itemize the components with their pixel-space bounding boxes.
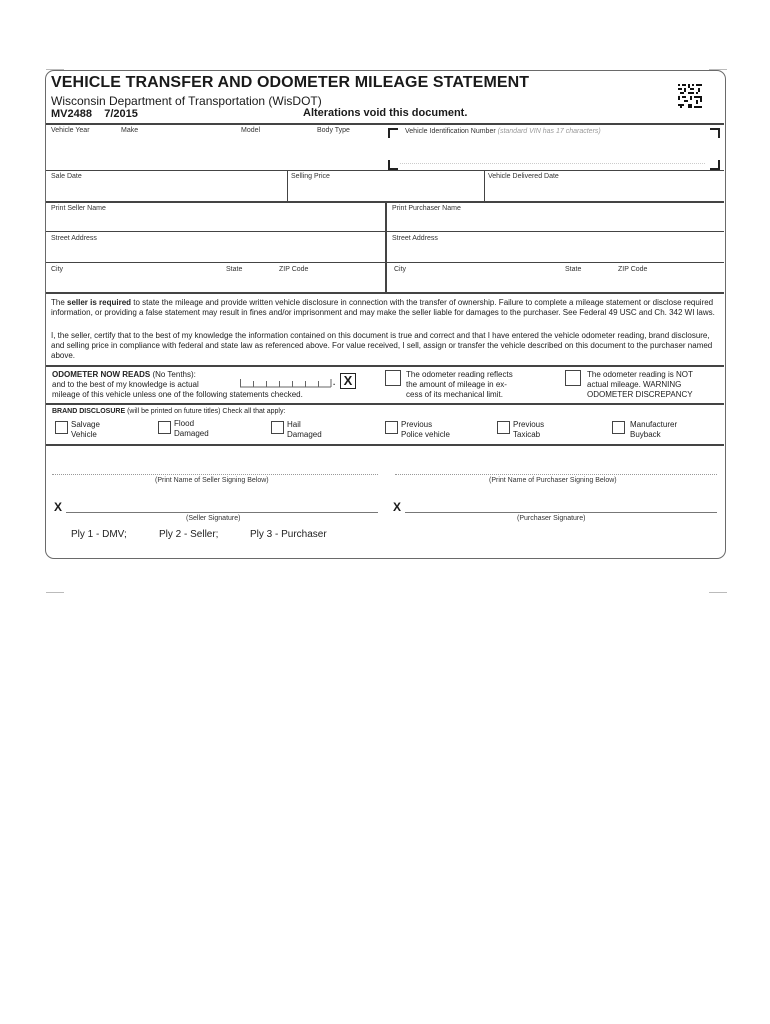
purchaser-signature-label: (Purchaser Signature) — [517, 515, 586, 522]
previous-taxicab-label: Previous Taxicab — [513, 420, 545, 439]
brand-disclosure-heading: BRAND DISCLOSURE (will be printed on future titles) Check all that apply: — [52, 408, 286, 415]
divider — [46, 365, 724, 367]
divider — [385, 201, 387, 292]
salvage-vehicle-label: Salvage Vehicle — [71, 420, 100, 439]
exceeds-limit-checkbox[interactable] — [385, 370, 401, 386]
crop-mark — [709, 592, 727, 593]
alterations-notice: Alterations void this document. — [303, 107, 468, 119]
ply-seller: Ply 2 - Seller; — [159, 529, 219, 540]
selling-price-label: Selling Price — [291, 173, 330, 180]
purchaser-name-label: Print Purchaser Name — [392, 205, 461, 212]
vehicle-delivered-label: Vehicle Delivered Date — [488, 173, 559, 180]
seller-zip-label: ZIP Code — [279, 266, 309, 273]
exceeds-limit-line3: cess of its mechanical limit. — [406, 390, 503, 399]
seller-signature-x: X — [54, 500, 63, 514]
vin-bracket — [710, 128, 720, 138]
seller-name-label: Print Seller Name — [51, 205, 106, 212]
exceeds-limit-line1: The odometer reading reflects — [406, 370, 513, 379]
hail-damaged-checkbox[interactable] — [271, 421, 284, 434]
odometer-tenths-x-box[interactable]: X — [340, 373, 356, 389]
seller-certification-text: I, the seller, certify that to the best of my knowledge the information contained on this document is true and correct and that I have entered the vehicle odometer reading, brand disclosure, and selling price in compliance with federal and state law as referenced above. For value received, I sell, assign or transfer the vehicle described on this document to the purchaser named above. — [51, 331, 713, 360]
seller-print-name-line[interactable] — [52, 474, 378, 475]
seller-signature-label: (Seller Signature) — [186, 515, 241, 522]
divider — [46, 292, 724, 294]
seller-state-label: State — [226, 266, 243, 273]
previous-police-label: Previous Police vehicle — [401, 420, 450, 439]
seller-signature-line[interactable] — [66, 512, 378, 513]
manufacturer-buyback-label: Manufacturer Buyback — [630, 420, 678, 439]
divider — [46, 262, 724, 263]
purchaser-state-label: State — [565, 266, 582, 273]
model-label: Model — [241, 127, 261, 134]
not-actual-line2: actual mileage. WARNING — [587, 380, 682, 389]
not-actual-checkbox[interactable] — [565, 370, 581, 386]
not-actual-line3: ODOMETER DISCREPANCY — [587, 390, 693, 399]
seller-requirement-text: The seller is required to state the mileage and provide written vehicle disclosure in connection with the transfer of ownership. Failure to complete a mileage statement or disclose required information, or providing a false statement may result in fines and/or imprisonment and may make the seller liable for damages to the purchaser. See Federal 49 USC and Ch. 342 WI laws. — [51, 298, 715, 317]
divider — [46, 403, 724, 405]
purchaser-zip-label: ZIP Code — [618, 266, 648, 273]
flood-damaged-checkbox[interactable] — [158, 421, 171, 434]
vin-label: Vehicle Identification Number (standard VIN has 17 characters) — [405, 128, 601, 135]
odometer-line2: and to the best of my knowledge is actual — [52, 380, 199, 389]
salvage-vehicle-checkbox[interactable] — [55, 421, 68, 434]
form-title: VEHICLE TRANSFER AND ODOMETER MILEAGE STATEMENT — [51, 74, 530, 91]
vin-input-line[interactable] — [400, 163, 705, 164]
ply-purchaser: Ply 3 - Purchaser — [250, 529, 327, 540]
vin-bracket — [388, 160, 398, 170]
purchaser-city-label: City — [394, 266, 407, 273]
odometer-line3: mileage of this vehicle unless one of the following statements checked. — [52, 390, 303, 399]
seller-print-name-label: (Print Name of Seller Signing Below) — [155, 477, 269, 484]
divider — [46, 123, 724, 125]
exceeds-limit-line2: the amount of mileage in ex- — [406, 380, 507, 389]
divider — [287, 170, 288, 201]
form-number: MV2488 7/2015 — [51, 108, 138, 120]
previous-police-checkbox[interactable] — [385, 421, 398, 434]
divider — [46, 444, 724, 446]
crop-mark — [46, 592, 64, 593]
odometer-decimal: . — [333, 378, 336, 387]
odometer-heading: ODOMETER NOW READS (No Tenths): — [52, 370, 196, 379]
purchaser-print-name-label: (Print Name of Purchaser Signing Below) — [489, 477, 617, 484]
not-actual-line1: The odometer reading is NOT — [587, 370, 693, 379]
manufacturer-buyback-checkbox[interactable] — [612, 421, 625, 434]
purchaser-signature-x: X — [393, 500, 402, 514]
vehicle-year-label: Vehicle Year — [51, 127, 90, 134]
seller-city-label: City — [51, 266, 64, 273]
flood-damaged-label: Flood Damaged — [174, 419, 209, 438]
seller-street-label: Street Address — [51, 235, 97, 242]
body-type-label: Body Type — [317, 127, 350, 134]
qr-code-icon — [678, 84, 702, 108]
vin-bracket — [710, 160, 720, 170]
purchaser-signature-line[interactable] — [405, 512, 717, 513]
purchaser-print-name-line[interactable] — [395, 474, 717, 475]
purchaser-street-label: Street Address — [392, 235, 438, 242]
divider — [484, 170, 485, 201]
hail-damaged-label: Hail Damaged — [287, 420, 322, 439]
ply-dmv: Ply 1 - DMV; — [71, 529, 127, 540]
previous-taxicab-checkbox[interactable] — [497, 421, 510, 434]
divider — [46, 170, 724, 171]
make-label: Make — [121, 127, 139, 134]
agency-name: Wisconsin Department of Transportation (WisDOT) — [51, 94, 322, 108]
divider — [46, 231, 724, 232]
odometer-digit-boxes[interactable] — [240, 376, 332, 388]
vin-bracket — [388, 128, 398, 138]
sale-date-label: Sale Date — [51, 173, 82, 180]
